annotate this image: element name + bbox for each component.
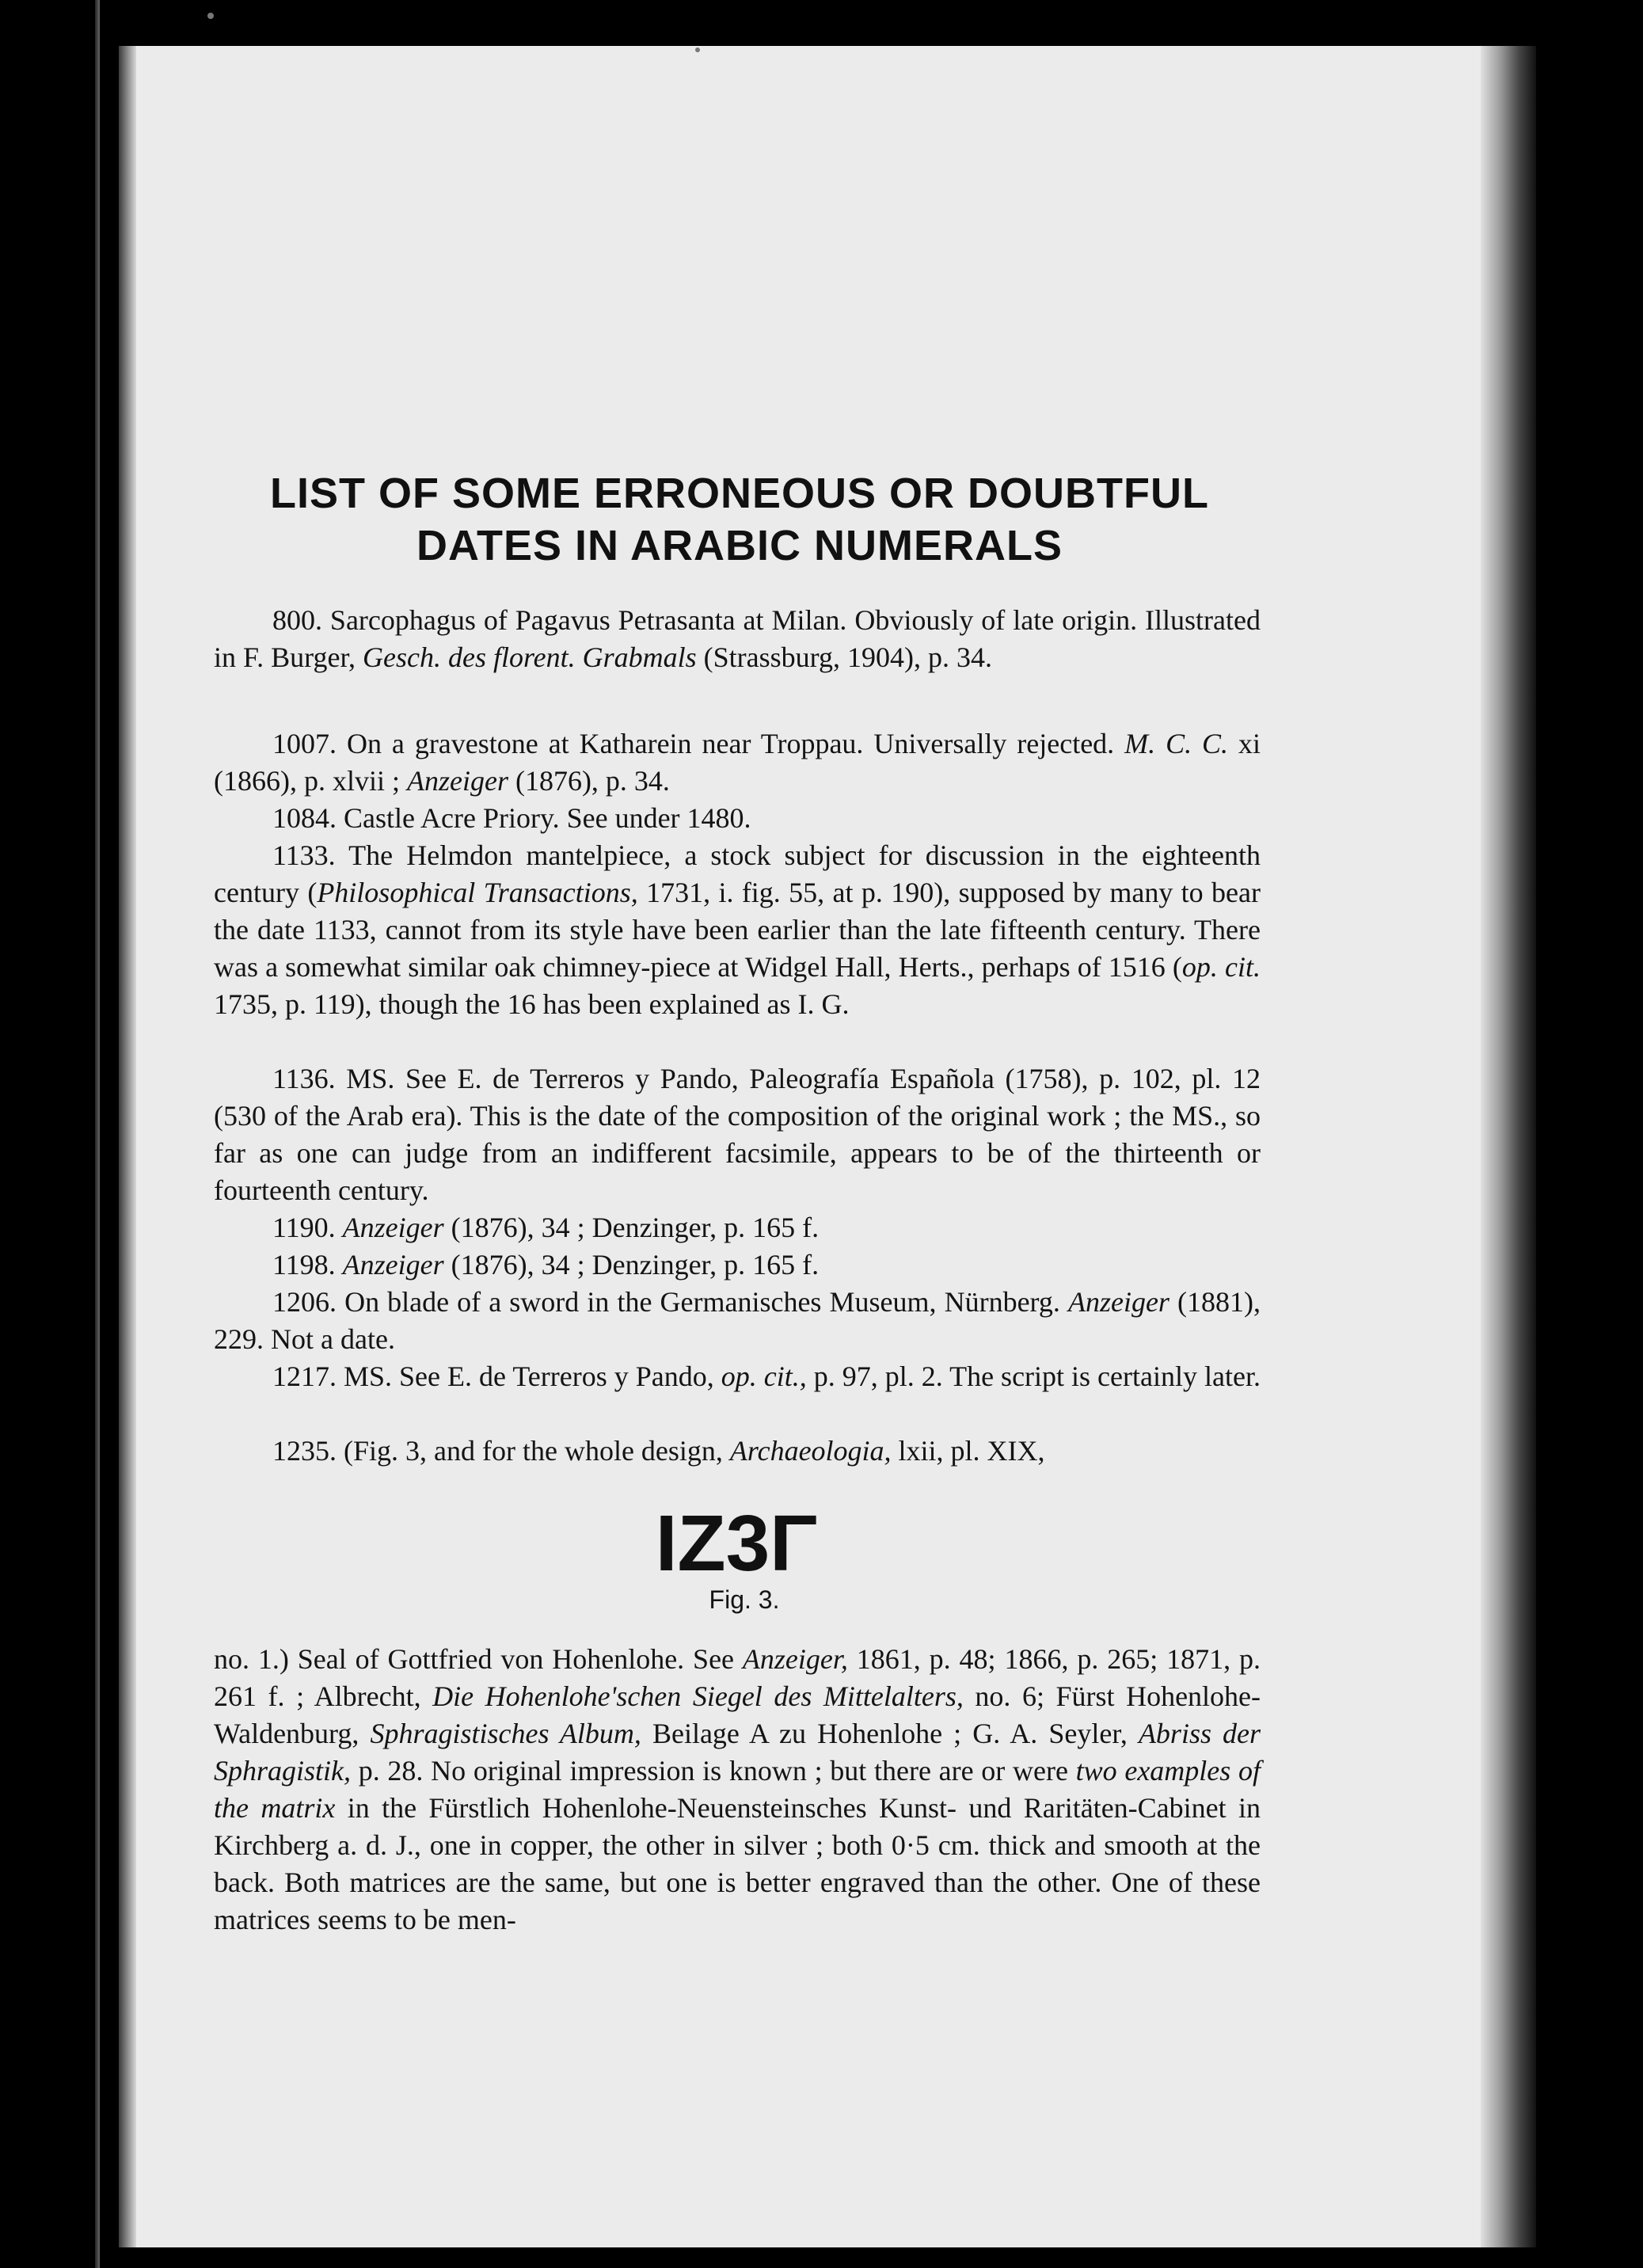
entry-text: On a gravestone at Katharein near Troppau. Universally rejected. [337,728,1125,759]
page-right-edge [1481,46,1536,2247]
entry-text [336,1249,343,1281]
entry-citation: Anzeiger [1067,1286,1169,1318]
entry-1235-continuation [214,1641,1261,1939]
entry-text: (1881), 229. Not a date. [214,1286,1261,1355]
entry-citation: op. cit., [721,1360,807,1392]
entry-text: p. 28. No original impression is known ; but there are or were [351,1755,1076,1787]
entry-citation: op. cit. [1181,951,1261,983]
entry-citation: Anzeiger [406,765,508,797]
entry-1007 [214,725,1261,800]
entry-text: Castle Acre Priory. See under 1480. [337,802,751,834]
entry-text: in the Fürstlich Hohenlohe-Neuensteinsches Kunst- und Raritäten-Cabinet in Kirchberg a. d. J., one in copper, the other in silver ; both 0·5 cm. thick and smooth at the back. Both matrices are the same, but one is better engraved than the other. One of these matrices seems to be men- [214,1792,1261,1935]
entry-citation: Anzeiger [342,1249,444,1281]
entry-text: 1861, p. 48; 1866, p. 265; 1871, p. 261 f. ; Albrecht, [214,1643,1261,1712]
book-gutter [95,0,100,2268]
entry-citation: Archaeologia, [729,1435,892,1467]
entry-text: (Strassburg, 1904), p. 34. [696,641,992,673]
scan-speck [207,13,214,19]
entry-citation: Abriss der Sphragistik, [214,1718,1261,1787]
scan-speck [695,48,700,52]
entry-emphasis: two examples of the matrix [214,1755,1261,1824]
entry-1190 [214,1209,1261,1246]
entry-1235 [214,1433,1261,1470]
entry-number: 1206. [272,1286,337,1318]
entry-text: 1731, i. fig. 55, at p. 190), supposed by many to bear the date 1133, cannot from its style have been earlier than the late fifteenth century. There was a somewhat similar oak chimney-piece at Widgel Hall, Herts., perhaps of 1516 ( [214,877,1261,983]
entry-text: no. 6; Fürst Hohenlohe-Waldenburg, [214,1680,1261,1749]
page-title [212,467,1267,572]
title-line-1: LIST OF SOME ERRONEOUS OR DOUBTFUL [269,470,1209,517]
entry-text: xi (1866), p. xlvii ; [214,728,1261,797]
entry-number: 1136. [272,1063,336,1094]
entry-1136 [214,1060,1261,1209]
entry-text: (1876), 34 ; Denzinger, p. 165 f. [443,1212,820,1243]
figure-3-inscription [633,1495,839,1582]
entry-citation: Die Hohenlohe'schen Siegel des Mittelalters, [432,1680,964,1712]
entry-text: MS. See E. de Terreros y Pando, [337,1360,721,1392]
entry-1217 [214,1358,1261,1395]
entry-1206 [214,1284,1261,1358]
entry-text: The Helmdon mantelpiece, a stock subject for discussion in the eighteenth century ( [214,839,1261,908]
entry-citation: Gesch. des florent. Grabmals [363,641,697,673]
entry-text: Sarcophagus of Pagavus Petrasanta at Milan. Obviously of late origin. Illustrated in F. Burger, [214,604,1261,673]
entry-citation: Philosophical Transactions, [317,877,638,908]
entry-1133 [214,837,1261,1023]
entry-citation: Anzeiger [342,1212,444,1243]
entry-citation: Anzeiger, [742,1643,848,1675]
entry-text: p. 97, pl. 2. The script is certainly later. [806,1360,1261,1392]
entry-number: 1217. [272,1360,337,1392]
entry-citation: Sphragistisches Album, [370,1718,641,1749]
inscription-glyphs: IZ3Γ [655,1499,818,1582]
entry-number: 1084. [272,802,337,834]
entry-number: 800. [272,604,322,636]
entry-citation: M. C. C. [1124,728,1229,759]
entry-number: 1007. [272,728,337,759]
entry-text: 1735, p. 119), though the 16 has been explained as I. G. [214,988,850,1020]
entry-text: Beilage A zu Hohenlohe ; G. A. Seyler, [641,1718,1139,1749]
page-left-edge [119,46,136,2247]
figure-caption: Fig. 3. [709,1585,780,1614]
entry-1198 [214,1246,1261,1284]
entry-text: (1876), 34 ; Denzinger, p. 165 f. [443,1249,820,1281]
entry-text: On blade of a sword in the Germanisches Museum, Nürnberg. [337,1286,1068,1318]
entry-text: MS. See E. de Terreros y Pando, Paleografía Española (1758), p. 102, pl. 12 (530 of the Arab era). This is the date of the composition of the original work ; the MS., so far as one can judge from an indifferent facsimile, appears to be of the thirteenth or fourteenth century. [214,1063,1261,1206]
entry-number: 1133. [272,839,336,871]
entry-text: lxii, pl. XIX, [891,1435,1045,1467]
entry-number: 1190. [272,1212,336,1243]
entry-text [336,1212,343,1243]
entry-1084 [214,800,1261,837]
entry-text: no. 1.) Seal of Gottfried von Hohenlohe. See [214,1643,743,1675]
entry-text: (Fig. 3, and for the whole design, [337,1435,730,1467]
entry-text: (1876), p. 34. [508,765,670,797]
entry-number: 1235. [272,1435,337,1467]
entry-800 [214,602,1261,676]
title-line-2: DATES IN ARABIC NUMERALS [416,522,1063,569]
entry-number: 1198. [272,1249,336,1281]
